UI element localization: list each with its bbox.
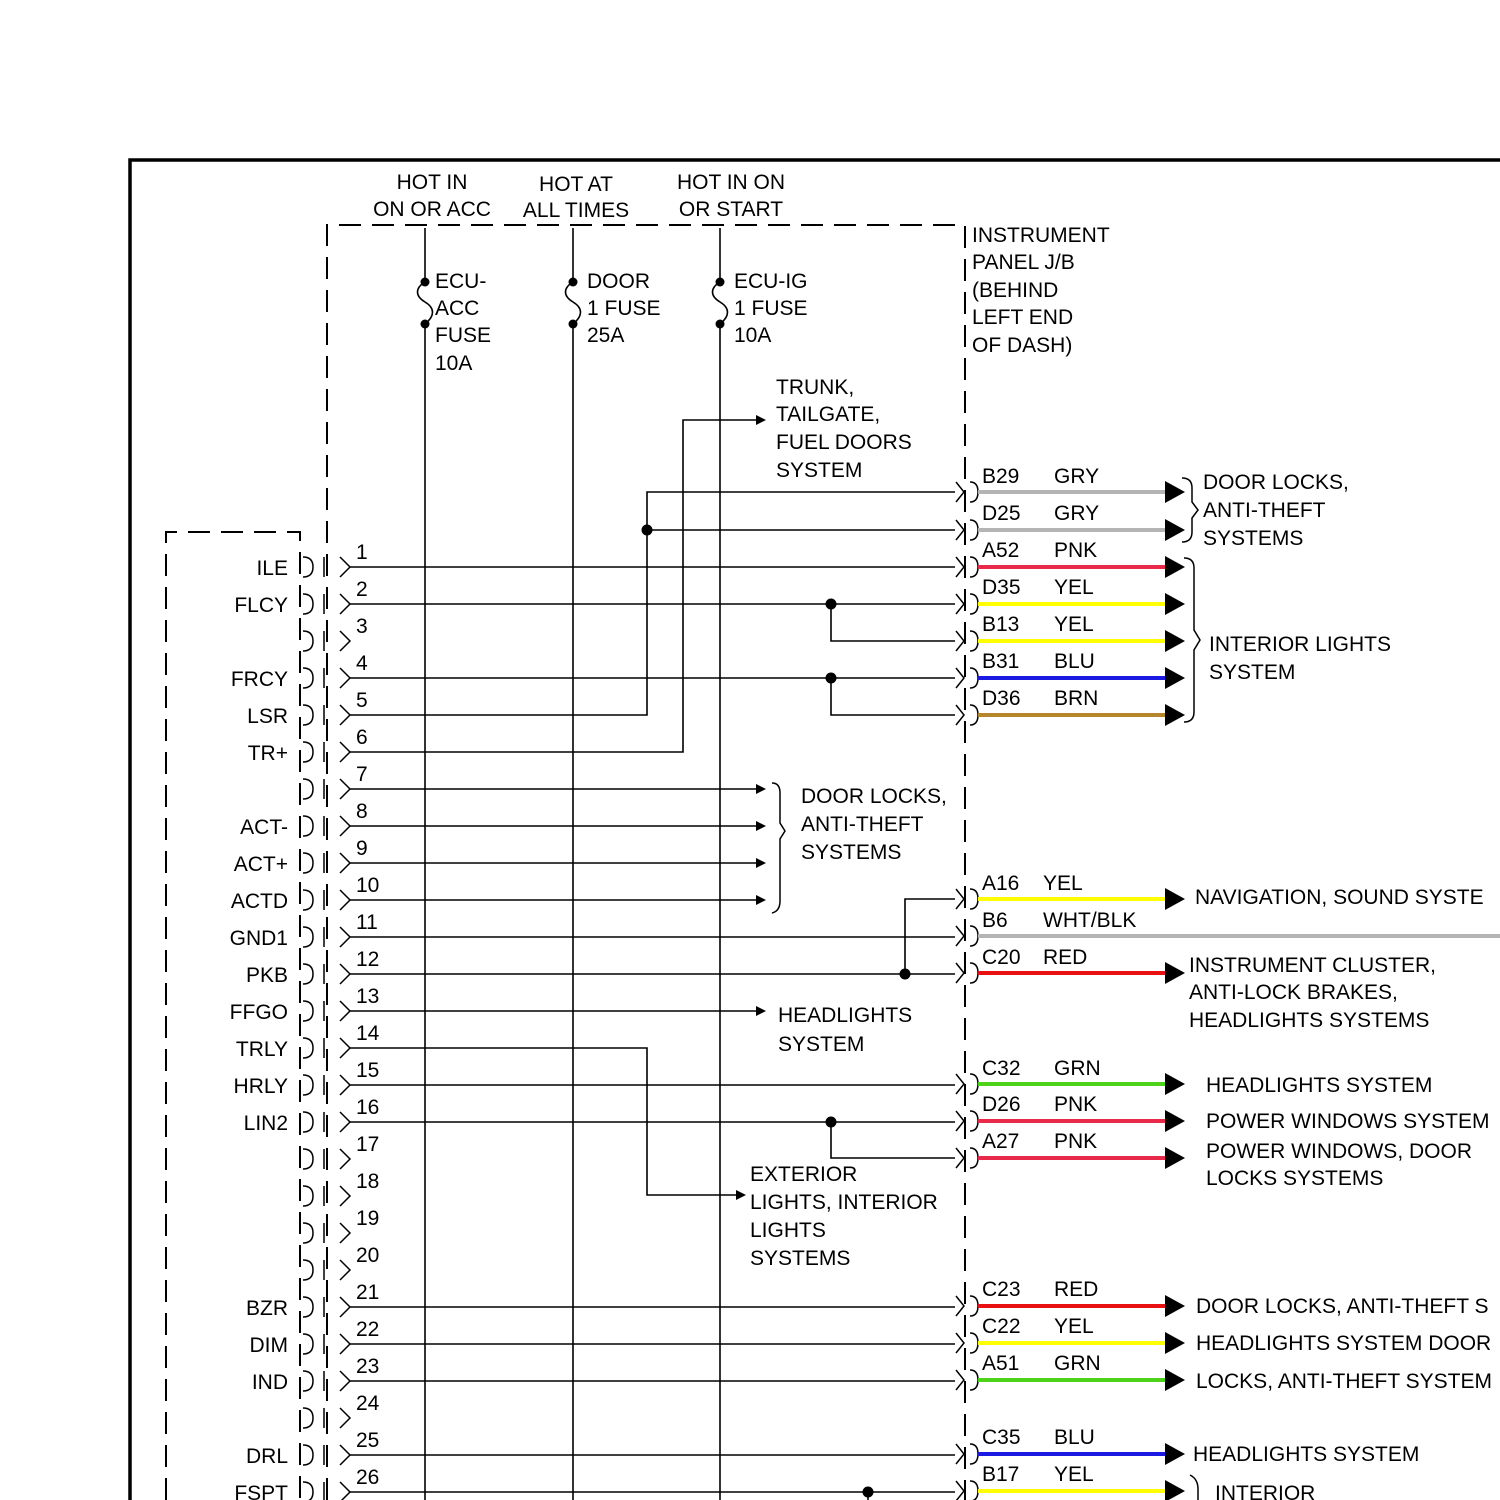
pin-number: 3 — [356, 615, 368, 638]
wire-color-label: YEL — [1054, 1463, 1094, 1486]
svg-text:OF DASH): OF DASH) — [972, 334, 1073, 357]
pin-name: FSPT — [234, 1482, 288, 1500]
connector-mark — [340, 1186, 350, 1206]
connector-mark — [340, 1149, 350, 1169]
connector-mark — [956, 631, 964, 651]
arrow-head — [1165, 593, 1185, 615]
pin-name: TRLY — [235, 1038, 288, 1061]
pin-number: 22 — [356, 1318, 380, 1341]
connector-mark — [956, 1074, 964, 1094]
connector-mark — [970, 1370, 978, 1390]
connector-mark — [340, 1297, 350, 1317]
arrow-head — [756, 415, 766, 425]
pin-number: 18 — [356, 1170, 380, 1193]
fuse-label: FUSE — [435, 324, 492, 347]
connector-mark — [303, 1445, 313, 1465]
wire — [831, 678, 955, 715]
output-code: C32 — [982, 1057, 1021, 1080]
svg-text:(BEHIND: (BEHIND — [972, 279, 1059, 302]
output-code: C23 — [982, 1278, 1021, 1301]
connector-mark — [970, 1333, 978, 1353]
wire — [831, 1122, 955, 1158]
connector-mark — [956, 705, 964, 725]
connector-mark — [970, 705, 978, 725]
wire-color-label: YEL — [1054, 576, 1094, 599]
fuse-terminal — [716, 320, 725, 329]
connector-mark — [956, 1444, 964, 1464]
connector-mark — [970, 668, 978, 688]
output-code: D36 — [982, 687, 1021, 710]
connector-mark — [340, 742, 350, 762]
output-code: D25 — [982, 502, 1021, 525]
wire-color-label: RED — [1043, 946, 1088, 969]
output-code: A27 — [982, 1130, 1020, 1153]
connector-mark — [303, 1223, 313, 1243]
fuse-symbol — [713, 282, 728, 324]
connector-mark — [970, 631, 978, 651]
dest-label: INTERIOR LIGHTS — [1209, 633, 1392, 656]
wire-color-label: YEL — [1043, 872, 1083, 895]
fuse-label: ECU-IG — [734, 270, 808, 293]
connector-mark — [956, 926, 964, 946]
connector-mark — [340, 668, 350, 688]
wire-color-label: YEL — [1054, 1315, 1094, 1338]
connector-mark — [340, 557, 350, 577]
connector-mark — [970, 1296, 978, 1316]
arrow-head — [1165, 1369, 1185, 1391]
pin-name: IND — [251, 1371, 288, 1394]
connector-mark — [970, 594, 978, 614]
feed-wires — [418, 228, 728, 1500]
arrow-head — [756, 821, 766, 831]
pin-number: 7 — [356, 763, 368, 786]
pin-name: FLCY — [234, 594, 288, 617]
dest-label: HEADLIGHTS SYSTEMS — [1189, 1009, 1430, 1032]
doorlocks-label: ANTI-THEFT — [801, 813, 924, 836]
connector-mark — [303, 927, 313, 947]
connector-mark — [956, 1111, 964, 1131]
connector-mark — [956, 557, 964, 577]
connector-mark — [970, 1074, 978, 1094]
dest-label: SYSTEM — [1209, 661, 1296, 684]
connector-mark — [970, 963, 978, 983]
fuse-label: 1 FUSE — [734, 297, 808, 320]
connector-mark — [970, 889, 978, 909]
output-code: B13 — [982, 613, 1020, 636]
right-labels — [1189, 471, 1492, 1500]
fuse-terminal — [569, 278, 578, 287]
arrow-head — [1165, 1443, 1185, 1465]
wire — [831, 604, 955, 641]
connector-mark — [956, 963, 964, 983]
connector-mark — [303, 964, 313, 984]
pin-number: 4 — [356, 652, 368, 675]
connector-mark — [340, 1223, 350, 1243]
connector-mark — [340, 890, 350, 910]
pin-name: PKB — [245, 964, 288, 987]
connector-mark — [970, 926, 978, 946]
arrow-head — [1165, 630, 1185, 652]
headlights-label: SYSTEM — [778, 1033, 865, 1056]
pin-number: 15 — [356, 1059, 380, 1082]
dest-label: ANTI-LOCK BRAKES, — [1189, 981, 1398, 1004]
brace — [1182, 478, 1198, 542]
arrow-head — [1165, 1295, 1185, 1317]
dest-label: INTERIOR — [1215, 1482, 1316, 1500]
connector-mark — [956, 668, 964, 688]
pin-name: TR+ — [247, 742, 288, 765]
connector-mark — [303, 1075, 313, 1095]
exterior-label: LIGHTS, INTERIOR — [750, 1191, 938, 1214]
output-code: A16 — [982, 872, 1020, 895]
connector-mark — [303, 853, 313, 873]
fuse-terminal — [421, 278, 430, 287]
wire-color-label: BLU — [1054, 1426, 1095, 1449]
pin-number: 13 — [356, 985, 380, 1008]
pin-number: 11 — [356, 911, 378, 934]
fuse-label: 25A — [587, 324, 625, 347]
connector-mark — [340, 927, 350, 947]
dest-label: NAVIGATION, SOUND SYSTE — [1195, 886, 1484, 909]
doorlocks-label: DOOR LOCKS, — [801, 785, 947, 808]
feed-label: OR START — [678, 198, 784, 221]
dest-label: HEADLIGHTS SYSTEM — [1206, 1074, 1433, 1097]
pin-number: 19 — [356, 1207, 380, 1230]
fuse-label: 10A — [435, 352, 473, 375]
connector-mark — [970, 1444, 978, 1464]
pin-number: 12 — [356, 948, 380, 971]
wire-color-label: PNK — [1054, 539, 1098, 562]
feed-label: HOT IN — [396, 171, 468, 194]
pin-number: 20 — [356, 1244, 380, 1267]
arrow-head — [1165, 1110, 1185, 1132]
pin-name: FFGO — [229, 1001, 288, 1024]
fuse-label: 1 FUSE — [587, 297, 661, 320]
connector-mark — [340, 1112, 350, 1132]
pin-number: 23 — [356, 1355, 380, 1378]
brace — [1184, 558, 1200, 722]
connector-mark — [303, 1001, 313, 1021]
feed-label: ALL TIMES — [522, 199, 630, 222]
connector-mark — [970, 1481, 978, 1500]
dest-label: LOCKS SYSTEMS — [1206, 1167, 1384, 1190]
pin-name: LSR — [247, 705, 288, 728]
connector-mark — [340, 1038, 350, 1058]
pin-number: 26 — [356, 1466, 380, 1489]
dest-label: POWER WINDOWS SYSTEM — [1206, 1110, 1490, 1133]
arrow-head — [1165, 1073, 1185, 1095]
arrow-head — [756, 784, 766, 794]
pin-name: LIN2 — [243, 1112, 288, 1135]
pin-name: DRL — [245, 1445, 288, 1468]
inner-braces — [772, 783, 785, 913]
output-code: C22 — [982, 1315, 1021, 1338]
fuse-label: 10A — [734, 324, 772, 347]
fuse-symbol — [418, 282, 433, 324]
pin-name: DIM — [249, 1334, 288, 1357]
wire-color-label: YEL — [1054, 613, 1094, 636]
connector-mark — [303, 1297, 313, 1317]
pin-number: 2 — [356, 578, 368, 601]
wire-color-label: GRN — [1054, 1057, 1101, 1080]
dest-label: SYSTEMS — [1203, 527, 1304, 550]
feed-label: HOT AT — [539, 173, 613, 196]
connector-mark — [340, 779, 350, 799]
dest-label: LOCKS, ANTI-THEFT SYSTEM — [1196, 1370, 1492, 1393]
exterior-label: EXTERIOR — [750, 1163, 858, 1186]
connector-mark — [303, 1482, 313, 1500]
connector-mark — [303, 816, 313, 836]
pin-name: ACT- — [240, 816, 288, 839]
pin-number: 5 — [356, 689, 368, 712]
connector-mark — [340, 594, 350, 614]
arrow-head — [1165, 519, 1185, 541]
connector-mark — [303, 1334, 313, 1354]
wire-color-label: RED — [1054, 1278, 1099, 1301]
arrow-head — [1165, 888, 1185, 910]
output-code: D35 — [982, 576, 1021, 599]
pin-number: 16 — [356, 1096, 380, 1119]
connector-mark — [303, 668, 313, 688]
arrow-head — [1165, 667, 1185, 689]
connector-mark — [340, 1408, 350, 1428]
doorlocks-label: SYSTEMS — [801, 841, 902, 864]
connector-mark — [956, 1370, 964, 1390]
connector-mark — [340, 816, 350, 836]
arrow-head — [756, 858, 766, 868]
pin-name: FRCY — [230, 668, 288, 691]
fuse-terminal — [716, 278, 725, 287]
connector-mark — [340, 964, 350, 984]
feed-labels — [373, 171, 785, 222]
svg-text:LEFT END: LEFT END — [972, 306, 1074, 329]
fuse-label: ECU- — [435, 270, 487, 293]
wire — [350, 420, 756, 752]
output-code: B6 — [982, 909, 1008, 932]
connector-mark — [340, 631, 350, 651]
connector-mark — [303, 742, 313, 762]
connector-mark — [970, 1111, 978, 1131]
output-code: B29 — [982, 465, 1020, 488]
pin-number: 1 — [356, 541, 368, 564]
dest-label: POWER WINDOWS, DOOR — [1206, 1140, 1472, 1163]
arrow-head — [756, 1006, 766, 1016]
svg-text:INSTRUMENT: INSTRUMENT — [972, 224, 1110, 247]
arrow-head — [1165, 481, 1185, 503]
pin-number: 25 — [356, 1429, 380, 1452]
junction-block-label — [972, 224, 1110, 357]
output-code: B17 — [982, 1463, 1020, 1486]
dest-label: HEADLIGHTS SYSTEM DOOR — [1196, 1332, 1492, 1355]
pin-number: 24 — [356, 1392, 380, 1415]
connector-mark — [303, 1186, 313, 1206]
dest-label: DOOR LOCKS, ANTI-THEFT S — [1196, 1295, 1489, 1318]
pin-name: BZR — [246, 1297, 288, 1320]
pin-name: GND1 — [229, 927, 288, 950]
pin-number: 6 — [356, 726, 368, 749]
connector-mark — [303, 1038, 313, 1058]
splice-dot — [642, 525, 653, 536]
trunk-label: SYSTEM — [776, 459, 863, 482]
connector-mark — [340, 1371, 350, 1391]
connector-mark — [970, 557, 978, 577]
output-code: B31 — [982, 650, 1020, 673]
output-code: C35 — [982, 1426, 1021, 1449]
connector-mark — [303, 631, 313, 651]
connector-mark — [340, 1334, 350, 1354]
arrow-head — [1165, 1480, 1185, 1500]
feed-label: ON OR ACC — [373, 198, 491, 221]
arrow-head — [756, 895, 766, 905]
fuse-label: DOOR — [587, 270, 650, 293]
fuse-labels — [435, 270, 808, 375]
pin-number: 17 — [356, 1133, 380, 1156]
connector-mark — [303, 1112, 313, 1132]
output-code: C20 — [982, 946, 1021, 969]
connector-mark — [340, 1445, 350, 1465]
connector-mark — [970, 520, 978, 540]
connector-mark — [340, 1075, 350, 1095]
feed-label: HOT IN ON — [676, 171, 786, 194]
output-code: A52 — [982, 539, 1020, 562]
connector-mark — [956, 594, 964, 614]
wire-color-label: PNK — [1054, 1130, 1098, 1153]
pin-name: ILE — [256, 557, 288, 580]
connector-mark — [303, 1260, 313, 1280]
connector-mark — [303, 1408, 313, 1428]
arrow-head — [1165, 556, 1185, 578]
arrow-head — [1165, 1147, 1185, 1169]
pin-number: 10 — [356, 874, 380, 897]
wire-color-label: WHT/BLK — [1043, 909, 1137, 932]
arrow-head — [736, 1190, 746, 1200]
trunk-label: FUEL DOORS — [776, 431, 912, 454]
arrow-head — [1165, 704, 1185, 726]
connector-mark — [956, 1296, 964, 1316]
fuse-terminal — [569, 320, 578, 329]
pin-name: ACTD — [230, 890, 288, 913]
wire-color-label: GRY — [1054, 465, 1100, 488]
dest-label: DOOR LOCKS, — [1203, 471, 1349, 494]
pin-number: 8 — [356, 800, 368, 823]
connector-mark — [340, 1001, 350, 1021]
connector-mark — [340, 705, 350, 725]
exterior-label: SYSTEMS — [750, 1247, 851, 1270]
connector-mark — [956, 1481, 964, 1500]
connector-mark — [303, 1371, 313, 1391]
connector-mark — [970, 482, 978, 502]
pin-number: 9 — [356, 837, 368, 860]
connector-mark — [956, 1333, 964, 1353]
brace — [1190, 1475, 1198, 1500]
brace — [772, 783, 785, 913]
dest-label: ANTI-THEFT — [1203, 499, 1326, 522]
dest-label: HEADLIGHTS SYSTEM — [1193, 1443, 1420, 1466]
arrow-head — [1165, 1332, 1185, 1354]
output-code: D26 — [982, 1093, 1021, 1116]
wire-color-label: PNK — [1054, 1093, 1098, 1116]
connector-mark — [303, 779, 313, 799]
connector-mark — [956, 889, 964, 909]
fuse-symbol — [566, 282, 581, 324]
wire-color-label: GRY — [1054, 502, 1100, 525]
connector-mark — [340, 1482, 350, 1500]
connector-mark — [956, 1148, 964, 1168]
exterior-label: LIGHTS — [750, 1219, 826, 1242]
pin-name: HRLY — [233, 1075, 288, 1098]
pin-number: 21 — [356, 1281, 380, 1304]
pin-number: 14 — [356, 1022, 380, 1045]
connector-mark — [303, 594, 313, 614]
wire-color-label: BLU — [1054, 650, 1095, 673]
connector-mark — [303, 705, 313, 725]
fuse-terminal — [421, 320, 430, 329]
pin-name: ACT+ — [233, 853, 288, 876]
dest-label: INSTRUMENT CLUSTER, — [1189, 954, 1436, 977]
wire-color-label: GRN — [1054, 1352, 1101, 1375]
headlights-label: HEADLIGHTS — [778, 1004, 913, 1027]
connector-mark — [303, 1149, 313, 1169]
output-code: A51 — [982, 1352, 1020, 1375]
wire-color-label: BRN — [1054, 687, 1099, 710]
fuse-label: ACC — [435, 297, 480, 320]
connector-mark — [303, 557, 313, 577]
connector-mark — [970, 1148, 978, 1168]
svg-text:PANEL J/B: PANEL J/B — [972, 251, 1075, 274]
trunk-label: TRUNK, — [776, 376, 855, 399]
arrow-head — [1165, 962, 1185, 984]
connector-mark — [340, 1260, 350, 1280]
connector-mark — [303, 890, 313, 910]
connector-mark — [340, 853, 350, 873]
trunk-label: TAILGATE, — [776, 403, 881, 426]
connector-mark — [956, 520, 964, 540]
connector-mark — [956, 482, 964, 502]
